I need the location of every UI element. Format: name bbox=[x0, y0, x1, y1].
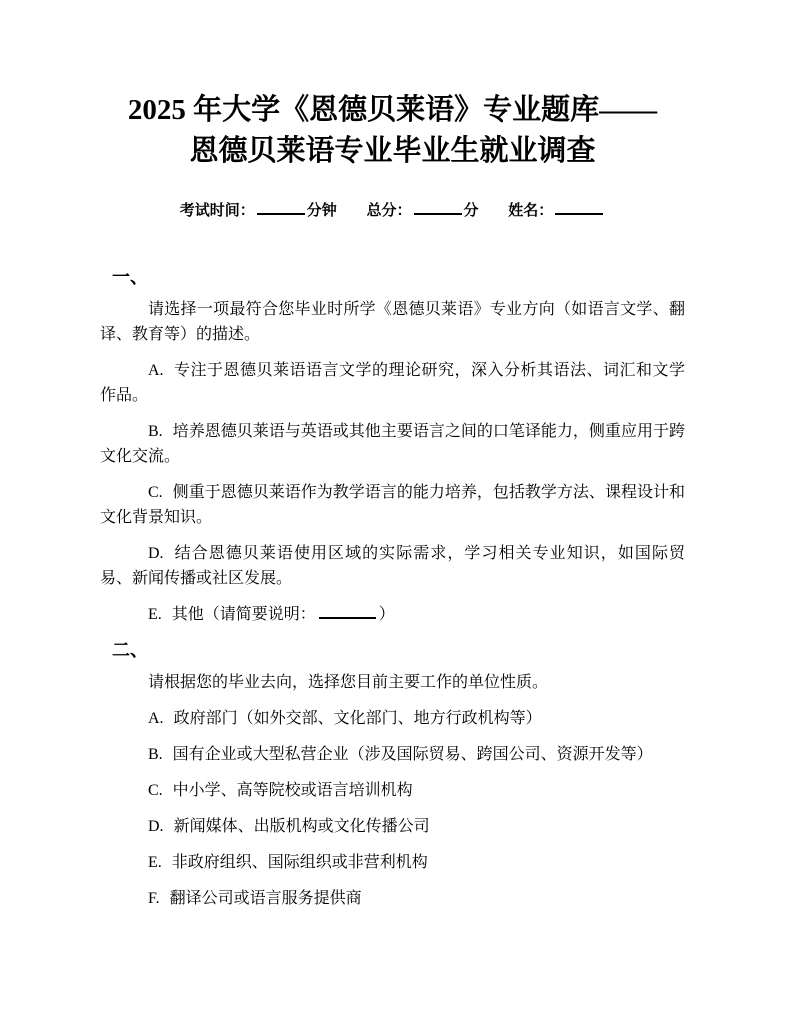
option-letter: C. bbox=[148, 782, 163, 799]
total-score-label: 总分： bbox=[366, 203, 412, 219]
exam-time-label: 考试时间： bbox=[179, 203, 255, 219]
option-text: 国有企业或大型私营企业（涉及国际贸易、跨国公司、资源开发等） bbox=[172, 746, 653, 763]
exam-time-field bbox=[180, 203, 337, 219]
option-letter: F. bbox=[148, 890, 160, 907]
option-text: 非政府组织、国际组织或非营利机构 bbox=[171, 854, 428, 871]
option-text: 培养恩德贝莱语与英语或其他主要语言之间的口笔译能力，侧重应用于跨文化交流。 bbox=[100, 423, 685, 465]
title-line-1: 2025 年大学《恩德贝莱语》专业题库—— bbox=[127, 94, 658, 126]
option-text: 结合恩德贝莱语使用区域的实际需求，学习相关专业知识，如国际贸易、新闻传播或社区发展。 bbox=[100, 545, 685, 587]
section-1-option-a bbox=[100, 358, 685, 408]
option-text: 侧重于恩德贝莱语作为教学语言的能力培养，包括教学方法、课程设计和文化背景知识。 bbox=[100, 484, 685, 526]
option-text: 专注于恩德贝莱语语言文学的理论研究，深入分析其语法、词汇和文学作品。 bbox=[100, 362, 685, 404]
section-2-option-d bbox=[100, 814, 685, 839]
total-score-unit: 分 bbox=[463, 203, 479, 219]
option-text: 新闻媒体、出版机构或文化传播公司 bbox=[173, 818, 430, 835]
total-score-blank-line bbox=[414, 200, 462, 215]
exam-time-unit: 分钟 bbox=[306, 203, 337, 219]
option-letter: A. bbox=[148, 710, 164, 727]
section-2-option-c bbox=[100, 778, 685, 803]
option-letter: C. bbox=[148, 484, 163, 501]
option-letter: D. bbox=[148, 818, 164, 835]
name-blank-line bbox=[555, 200, 603, 215]
option-text: 政府部门（如外交部、文化部门、地方行政机构等） bbox=[173, 710, 542, 727]
total-score-field bbox=[366, 203, 478, 219]
section-1-option-e bbox=[100, 602, 685, 627]
section-1-prompt: 请选择一项最符合您毕业时所学《恩德贝莱语》专业方向（如语言文学、翻译、教育等）的描述。 bbox=[100, 301, 685, 343]
title-line-2: 恩德贝莱语专业毕业生就业调查 bbox=[189, 135, 596, 167]
name-field bbox=[508, 203, 605, 219]
section-1-option-c bbox=[100, 480, 685, 530]
section-2-option-f bbox=[100, 886, 685, 911]
page-title bbox=[100, 90, 685, 172]
option-letter: E. bbox=[148, 854, 162, 871]
option-text-prefix: 其他（请简要说明： bbox=[171, 606, 316, 623]
section-2-prompt: 请根据您的毕业去向，选择您目前主要工作的单位性质。 bbox=[148, 674, 549, 691]
option-letter: D. bbox=[148, 545, 164, 562]
section-1-option-d bbox=[100, 541, 685, 591]
option-letter: A. bbox=[148, 362, 164, 379]
section-2-option-e bbox=[100, 850, 685, 875]
section-2 bbox=[100, 638, 685, 911]
section-2-label: 二、 bbox=[112, 640, 148, 660]
exam-time-blank-line bbox=[257, 200, 305, 215]
option-letter: E. bbox=[148, 606, 162, 623]
option-text-suffix: ） bbox=[378, 606, 395, 623]
section-1-label: 一、 bbox=[112, 267, 148, 287]
option-letter: B. bbox=[148, 746, 163, 763]
option-text: 翻译公司或语言服务提供商 bbox=[169, 890, 362, 907]
section-1-option-b bbox=[100, 419, 685, 469]
exam-meta-row bbox=[100, 200, 685, 221]
section-2-option-b bbox=[100, 742, 685, 767]
section-2-option-a bbox=[100, 706, 685, 731]
section-1 bbox=[100, 265, 685, 627]
option-e-blank-line bbox=[319, 604, 376, 619]
name-label: 姓名： bbox=[508, 203, 554, 219]
option-letter: B. bbox=[148, 423, 163, 440]
option-text: 中小学、高等院校或语言培训机构 bbox=[172, 782, 413, 799]
